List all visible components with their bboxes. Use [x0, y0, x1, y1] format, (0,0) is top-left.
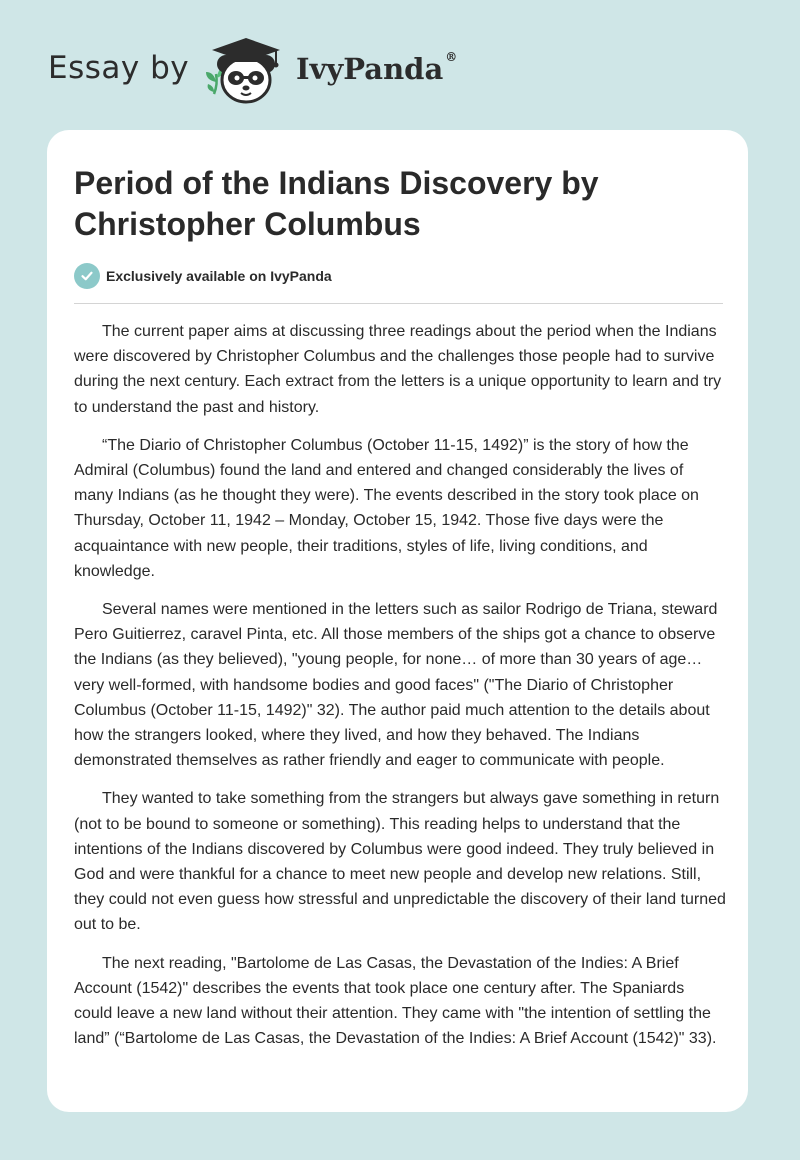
paragraph: They wanted to take something from the strangers but always gave something in return (not to be bound to someone or something). This reading helps to understand that the intentions of the Indians discovered by Columbus were good indeed. They truly believed in God and were thankful for a chance to meet new people and develop new relations. Still, they could not even guess how stressful and unpredictable the discovery of their land turned out to be. [74, 790, 726, 934]
essay-body [74, 319, 726, 1064]
divider [74, 303, 723, 304]
paragraph: “The Diario of Christopher Columbus (October 11-15, 1492)” is the story of how the Admiral (Columbus) found the land and entered and changed considerably the lives of many Indians (as he thought they were). The events described in the story took place on Thursday, October 11, 1942 – Monday, October 15, 1942. Those five days were the acquaintance with new people, their traditions, styles of life, living conditions, and knowledge. [74, 436, 699, 580]
essay-by-label: Essay by [48, 50, 190, 86]
brand-text: IvyPanda [296, 52, 444, 86]
paragraph: The next reading, "Bartolome de Las Casas, the Devastation of the Indies: A Brief Account (1542)" describes the events that took place one century after. The Spaniards could leave a new land without their attention. They came with "the intention of settling the land” (“Bartolome de Las Casas, the Devastation of the Indies: A Brief Account (1542)" 33). [74, 954, 717, 1048]
brand-name[interactable] [296, 52, 457, 86]
exclusive-badge [74, 263, 332, 289]
site-header [0, 0, 800, 130]
essay-title: Period of the Indians Discovery by Christopher Columbus [74, 165, 599, 242]
trademark-symbol: ® [445, 50, 458, 64]
paragraph: Several names were mentioned in the letters such as sailor Rodrigo de Triana, steward Pero Guitierrez, caravel Pinta, etc. All those members of the ships got a chance to observe the Indians (as they believed), "young people, for none… of more than 30 years of age… very well-formed, with handsome bodies and good faces" ("The Diario of Christopher Columbus (October 11-15, 1492)" 32). The author paid much attention to the details about how the strangers looked, where they lived, and how they behaved. The Indians demonstrated themselves as rather friendly and eager to communicate with people. [74, 601, 718, 770]
exclusive-label: Exclusively available on IvyPanda [106, 268, 332, 284]
paragraph: The current paper aims at discussing three readings about the period when the Indians were discovered by Christopher Columbus and the challenges those people had to survive during the next century. Each extract from the letters is a unique opportunity to learn and try to understand the past and history. [74, 323, 722, 416]
essay-card [47, 130, 748, 1112]
check-icon [74, 263, 100, 289]
panda-logo-icon[interactable] [200, 34, 292, 110]
